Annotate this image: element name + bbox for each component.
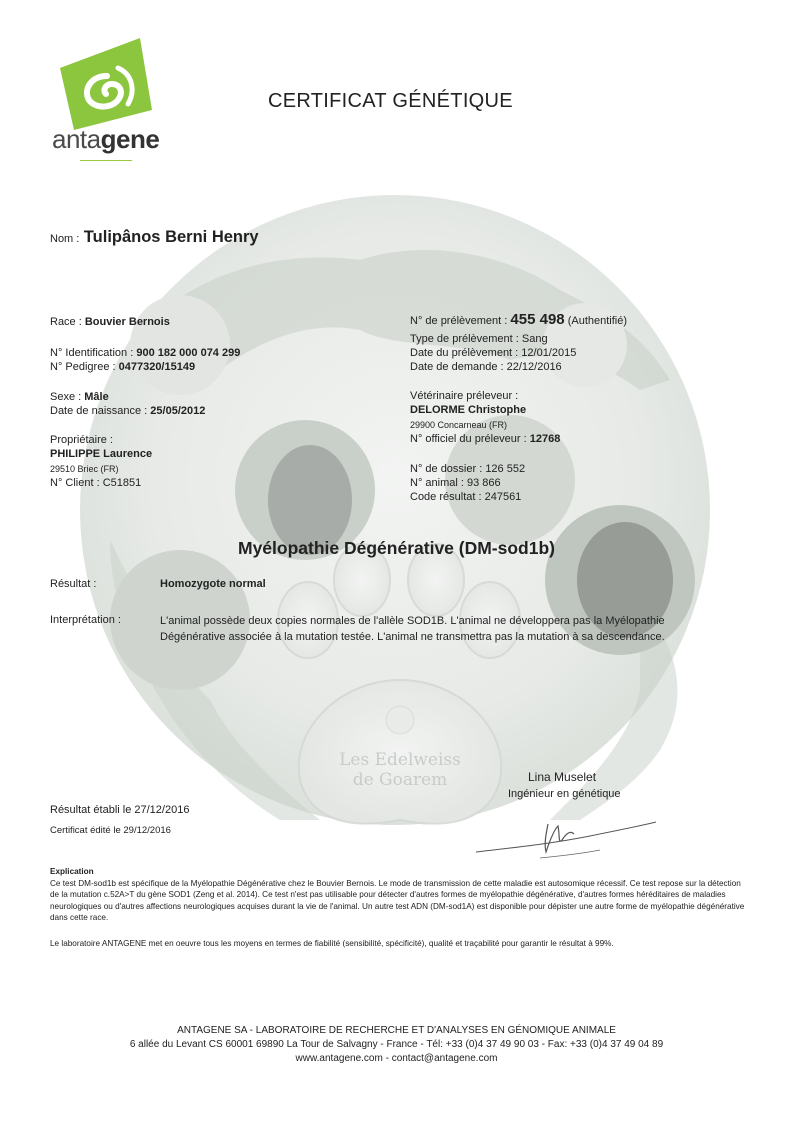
sample-date: Date du prélèvement : 12/01/2015 [410, 347, 577, 359]
race-value: Bouvier Bernois [84, 316, 170, 328]
interpretation-label: Interprétation : [50, 614, 121, 626]
footer-line-address: 6 allée du Levant CS 60001 69890 La Tour de Salvagny - France - Tél: +33 (0)4 37 49 90 03 - Fax: +33 (0)4 37 49 04 89 [129, 1039, 664, 1050]
explication-title: Explication [50, 867, 94, 876]
vet-name [410, 403, 526, 417]
pedigree-label: N° Pedigree : [50, 361, 116, 373]
pedigree-row [50, 360, 195, 374]
watermark-background [80, 180, 720, 840]
vet-official-label: N° officiel du préleveur : [410, 433, 527, 445]
footer-line-company: ANTAGENE SA - LABORATOIRE DE RECHERCHE ET D'ANALYSES EN GÉNOMIQUE ANIMALE [177, 1025, 616, 1036]
sex-row [50, 390, 109, 404]
vet-name-value: DELORME Christophe [410, 404, 527, 416]
watermark-text: Les Edelweiss [339, 750, 461, 770]
client-number: N° Client : C51851 [50, 477, 142, 489]
sample-authenticated: (Authentifié) [567, 315, 628, 327]
name-label: Nom : [50, 233, 80, 245]
result-code: Code résultat : 247561 [410, 491, 522, 503]
sample-type: Type de prélèvement : Sang [410, 333, 548, 345]
owner-name-value: PHILIPPE Laurence [50, 448, 153, 460]
test-title: Myélopathie Dégénérative (DM-sod1b) [238, 538, 555, 558]
vet-address: 29900 Concarneau (FR) [410, 420, 508, 430]
logo-wordmark-prefix: anta [52, 124, 101, 154]
certificate-edited-date: Certificat édité le 29/12/2016 [50, 825, 171, 836]
explication-section [50, 866, 750, 924]
owner-address: 29510 Briec (FR) [50, 464, 119, 474]
signatory-role: Ingénieur en génétique [508, 788, 621, 800]
birth-date-row [50, 404, 205, 418]
vet-official-row [410, 432, 560, 446]
race-label: Race : [50, 316, 82, 328]
animal-name-row [50, 228, 259, 247]
legal-notice: Le laboratoire ANTAGENE met en oeuvre tous les moyens en termes de fiabilité (sensibilité, spécificité), qualité et traçabilité pour garantir le résultat à 99%. [50, 939, 614, 948]
signature-mark [470, 800, 660, 870]
logo-wordmark-suffix: gene [100, 124, 160, 154]
signatory-name: Lina Muselet [528, 770, 597, 784]
identification-label: N° Identification : [50, 347, 134, 359]
explication-text: Ce test DM-sod1b est spécifique de la Myélopathie Dégénérative chez le Bouvier Bernois. Le mode de transmission de cette maladie est autosomique récessif. Ce test repose sur la détection de la mutation c.52A>T du gène SOD1 (Zeng et al. 2014). Ce test n'est pas utilisable pour détecter d'autres formes de myélopathie dégénérative, d'autres formes héréditaires de maladies neurologiques ou d'autres affections neurologiques acquises durant la vie de l'animal. Un autre test ADN (DM-sod1A) est disponible pour dépister une autre forme de myélopathie dégénérative dans cette race. [50, 878, 745, 922]
birth-date-label: Date de naissance : [50, 405, 148, 417]
logo-underline [80, 160, 132, 161]
sample-number-row [410, 311, 627, 328]
sample-number-value: 455 498 [510, 311, 565, 328]
identification-row [50, 346, 240, 360]
logo-wordmark [52, 124, 159, 155]
race-row [50, 315, 170, 329]
animal-number: N° animal : 93 866 [410, 477, 501, 489]
sex-label: Sexe : [50, 391, 82, 403]
identification-value: 900 182 000 074 299 [136, 347, 241, 359]
footer-line-web: www.antagene.com - contact@antagene.com [295, 1053, 498, 1064]
watermark-text: de Goarem [352, 770, 448, 790]
birth-date-value: 25/05/2012 [150, 405, 206, 417]
result-label: Résultat : [50, 578, 97, 590]
interpretation-text: L'animal possède deux copies normales de l'allèle SOD1B. L'animal ne développera pas la Myélopathie Dégénérative associée à la mutation testée. L'animal ne transmettra pas la mutation à sa descendance. [160, 615, 665, 643]
result-value [160, 577, 266, 591]
dossier-number: N° de dossier : 126 552 [410, 463, 526, 475]
footer [0, 1024, 793, 1066]
dog-photo [130, 295, 230, 395]
sample-number-label: N° de prélèvement : [410, 315, 508, 327]
page-title: CERTIFICAT GÉNÉTIQUE [268, 90, 513, 112]
sex-value: Mâle [84, 391, 109, 403]
owner-label: Propriétaire : [50, 434, 113, 446]
vet-official-value: 12768 [529, 433, 561, 445]
result-value-text: Homozygote normal [160, 578, 266, 590]
result-established-date: Résultat établi le 27/12/2016 [50, 804, 190, 816]
owner-name [50, 447, 152, 461]
pedigree-value: 0477320/15149 [118, 361, 196, 373]
request-date: Date de demande : 22/12/2016 [410, 361, 562, 373]
vet-label: Vétérinaire préleveur : [410, 390, 519, 402]
animal-name: Tulipânos Berni Henry [83, 228, 259, 246]
